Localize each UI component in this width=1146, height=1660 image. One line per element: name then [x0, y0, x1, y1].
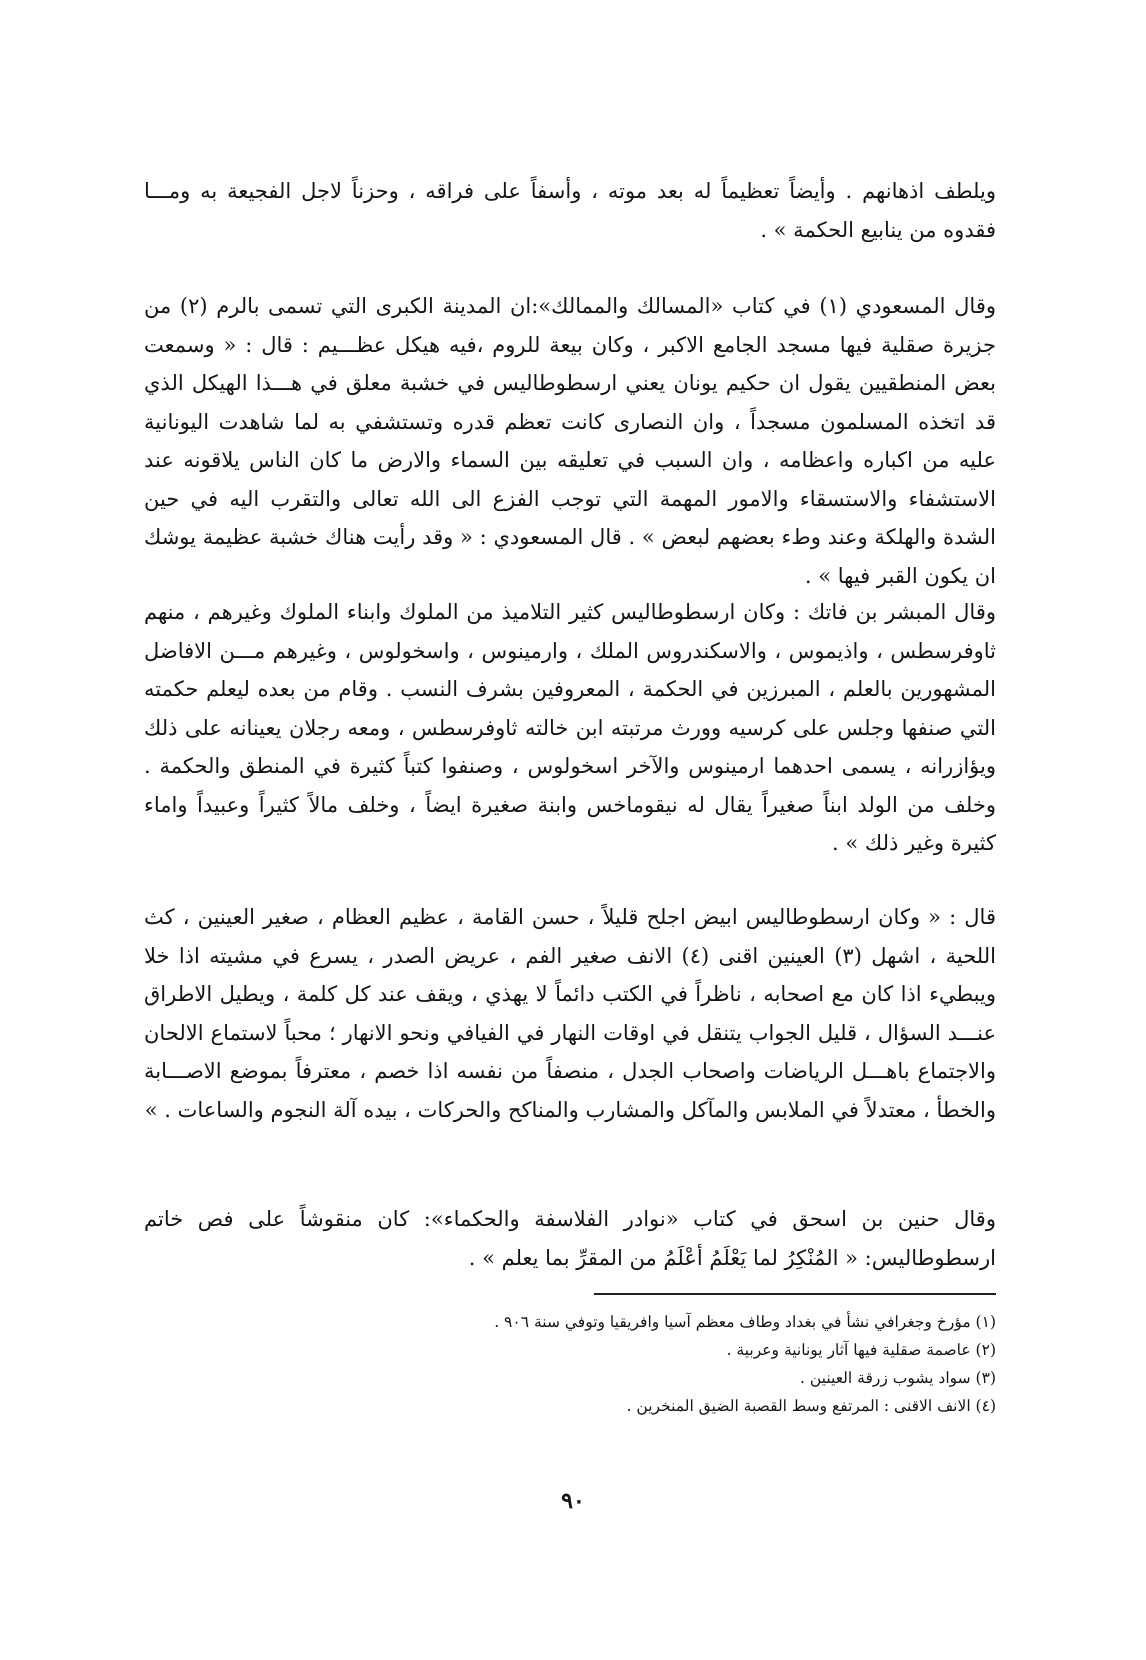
paragraph-4-block [144, 898, 996, 1129]
paragraph-3: وقال المبشر بن فاتك : وكان ارسطوطاليس كثير التلاميذ من الملوك وابناء الملوك وغيرهم ، منهم ثاوفرسطس ، واذيموس ، والاسكندروس الملك ، وارمينوس ، واسخولوس ، وغيرهم مـــن الافاضل المشهورين بالعلم ، المبرزين في الحكمة ، المعروفين بشرف النسب . وقام من بعده ليعلم حكمته التي صنفها وجلس على كرسيه وورث مرتبته ابن خالته ثاوفرسطس ، ومعه رجلان يعينانه على ذلك ويؤازرانه ، يسمى احدهما ارمينوس والآخر اسخولوس ، وصنفوا كتباً كثيرة في المنطق والحكمة . وخلف من الولد ابناً صغيراً يقال له نيقوماخس وابنة صغيرة ايضاً ، وخلف مالاً كثيراً وعبيداً واماء كثيرة وغير ذلك » . [144, 600, 996, 855]
paragraph-5-block [144, 1200, 996, 1277]
footnote-4: (٤) الانف الاقنى : المرتفع وسط القصبة الضيق المنخرين . [626, 1397, 996, 1415]
footnote-1: (١) مؤرخ وجغرافي نشأ في بغداد وطاف معظم آسيا وافريقيا وتوفي سنة ٩٠٦ . [494, 1313, 996, 1331]
paragraph-1-block [144, 172, 996, 249]
page-number: ٩٠ [561, 1488, 585, 1514]
paragraph-2: وقال المسعودي (١) في كتاب «المسالك والممالك»:ان المدينة الكبرى التي تسمى بالرم (٢) من جزيرة صقلية فيها مسجد الجامع الاكبر ، وكان بيعة للروم ،فيه هيكل عظـــيم : قال : « وسمعت بعض المنطقيين يقول ان حكيم يونان يعني ارسطوطاليس في خشبة معلق في هـــذا الهيكل الذي قد اتخذه المسلمون مسجداً ، وان النصارى كانت تعظم قدره وتستشفي به لما شاهدت اليونانية عليه من اكباره واعظامه ، وان السبب في تعليقه بين السماء والارض ما كان الناس يلاقونه عند الاستشفاء والاستسقاء والامور المهمة التي توجب الفزع الى الله تعالى والتقرب اليه في حين الشدة والهلكة وعند وطء بعضهم لبعض » . قال المسعودي : « وقد رأيت هناك خشبة عظيمة يوشك ان يكون القبر فيها » . [144, 294, 997, 588]
paragraph-3-block [144, 593, 996, 863]
paragraph-1: ويلطف اذهانهم . وأيضاً تعظيماً له بعد موته ، وأسفاً على فراقه ، وحزناً لاجل الفجيعة به ومـــا فقدوه من ينابيع الحكمة » . [144, 179, 996, 242]
footnote-divider [594, 1293, 996, 1295]
footnotes-list [276, 1308, 996, 1420]
footnote-2: (٢) عاصمة صقلية فيها آثار يونانية وعربية . [726, 1341, 996, 1359]
paragraph-4: قال : « وكان ارسطوطاليس ابيض اجلح قليلاً ، حسن القامة ، عظيم العظام ، صغير العينين ، كث اللحية ، اشهل (٣) العينين اقنى (٤) الانف صغير الفم ، عريض الصدر ، يسرع في مشيته اذا خلا ويبطيء اذا كان مع اصحابه ، ناظراً في الكتب دائماً لا يهذي ، ويقف عند كل كلمة ، ويطيل الاطراق عنـــد السؤال ، قليل الجواب يتنقل في اوقات النهار في الفيافي ونحو الانهار ؛ محباً لاستماع الالحان والاجتماع باهـــل الرياضات واصحاب الجدل ، منصفاً من نفسه اذا خصم ، معترفاً بموضع الاصـــابة والخطأ ، معتدلاً في الملابس والمآكل والمشارب والمناكح والحركات ، بيده آلة النجوم والساعات . » [144, 905, 996, 1122]
paragraph-2-block [144, 287, 996, 595]
footnote-3: (٣) سواد يشوب زرقة العينين . [800, 1369, 996, 1387]
paragraph-5: وقال حنين بن اسحق في كتاب «نوادر الفلاسفة والحكماء»: كان منقوشاً على فص خاتم ارسطوطاليس: « المُنْكِرُ لما يَعْلَمُ أعْلَمُ من المقرِّ بما يعلم » . [144, 1207, 996, 1270]
